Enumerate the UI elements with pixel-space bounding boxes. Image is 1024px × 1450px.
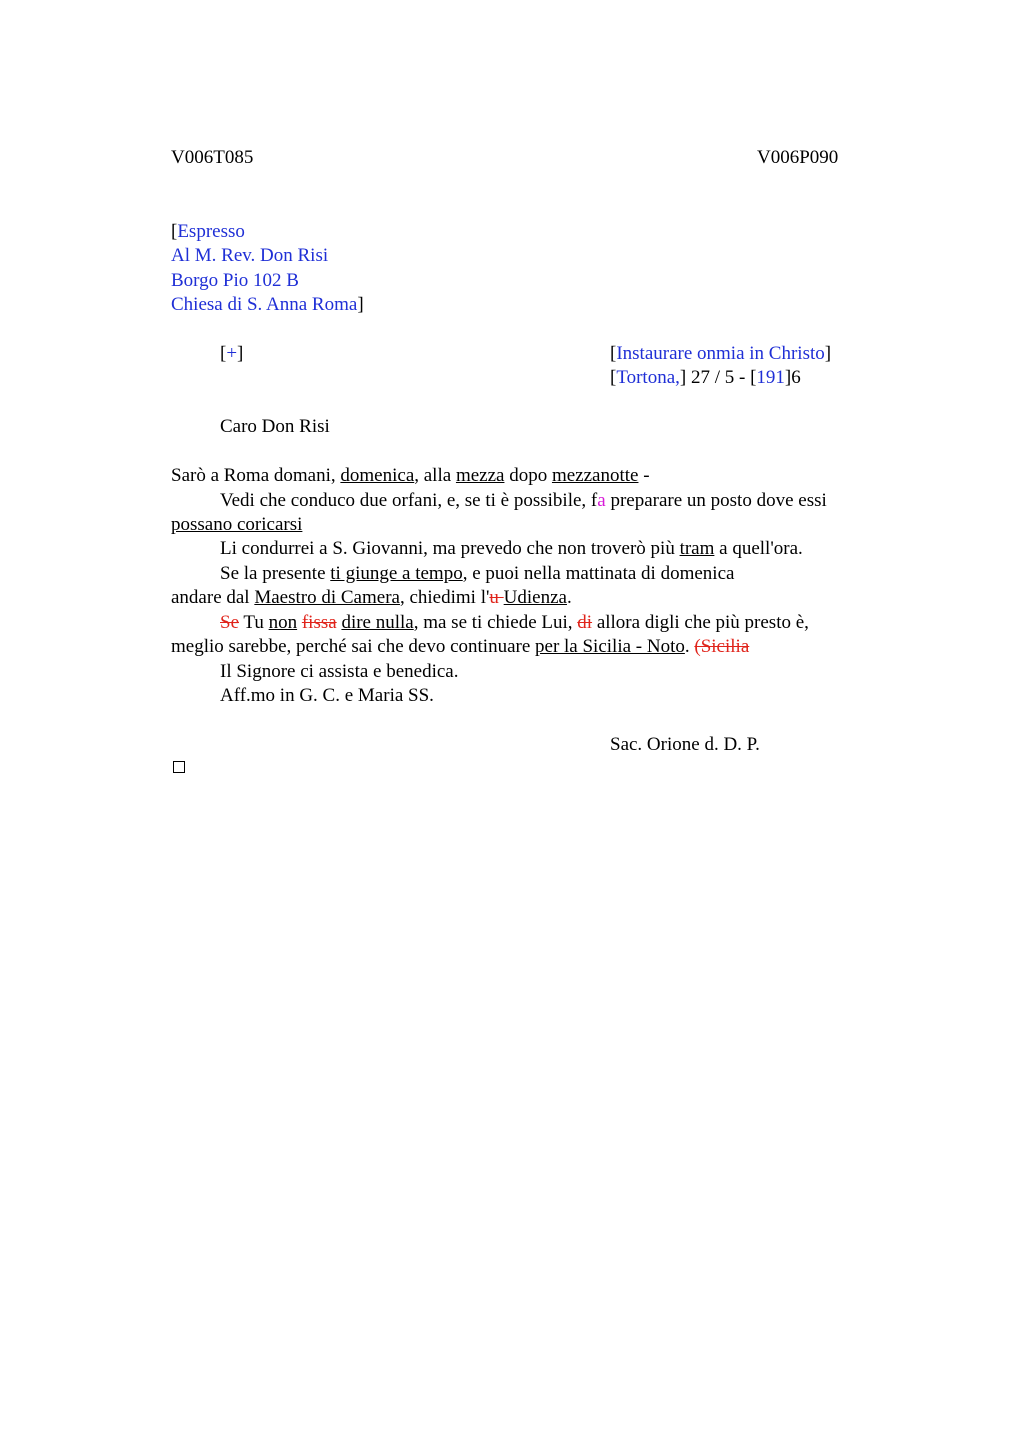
text-span: Sarò a Roma domani, — [171, 465, 341, 486]
address-line-4: Chiesa di S. Anna Roma] — [171, 294, 364, 315]
text-span: . — [684, 636, 695, 657]
body-line-1 — [171, 464, 650, 488]
text-span: . — [566, 587, 572, 608]
address-line-1: [Espresso — [171, 221, 245, 242]
text-span: a quell'ora. — [714, 538, 803, 559]
text-span: dopo — [504, 465, 552, 486]
cross-symbol: + — [226, 343, 238, 364]
closing: Aff.mo in G. C. e Maria SS. — [220, 685, 434, 706]
deleted-text: fissa — [301, 612, 337, 633]
date: 27 / 5 - — [686, 367, 751, 388]
salutation: Caro Don Risi — [220, 416, 330, 437]
body-line-6 — [171, 586, 572, 610]
deleted-text: di — [577, 612, 593, 633]
year-fill: 191 — [756, 367, 785, 388]
address-church: Chiesa di S. Anna Roma — [171, 294, 358, 315]
body-line-4 — [220, 537, 803, 561]
cross-mark: [+] — [220, 343, 244, 364]
place: Tortona, — [616, 367, 680, 388]
body-line-5 — [220, 562, 734, 586]
motto: [Instaurare onmia in Christo] — [610, 343, 832, 364]
inserted-letter: a — [597, 490, 606, 511]
body-line-3 — [171, 513, 302, 537]
text-span: allora digli che più presto è, — [592, 612, 809, 633]
body-line-8 — [171, 635, 749, 659]
text-span: Vedi che conduco due orfani, e, se ti è possibile, f — [220, 490, 598, 511]
motto-text: Instaurare onmia in Christo — [616, 343, 825, 364]
text-span: Tu — [239, 612, 269, 633]
address-espresso: Espresso — [177, 221, 245, 242]
underlined-text: possano coricarsi — [171, 514, 303, 535]
underlined-text: Maestro di Camera — [254, 587, 400, 608]
deleted-text: u — [489, 587, 504, 608]
underlined-text: mezza — [455, 465, 505, 486]
text-span: andare dal — [171, 587, 255, 608]
text-span: , e puoi nella mattinata di domenica — [462, 563, 735, 584]
text-span: Se la presente — [220, 563, 331, 584]
text-span: Li condurrei a S. Giovanni, ma prevedo che non troverò più — [220, 538, 680, 559]
text-span: , ma se ti chiede Lui, — [413, 612, 578, 633]
address-line-2: Al M. Rev. Don Risi — [171, 245, 329, 266]
body-line-9: Il Signore ci assista e benedica. — [220, 661, 459, 682]
text-span: , alla — [414, 465, 456, 486]
document-code-right: V006P090 — [757, 147, 839, 168]
underlined-text: per la Sicilia - Noto — [535, 636, 685, 657]
text-span: preparare un posto dove essi — [605, 490, 827, 511]
underlined-text: Udienza — [503, 587, 567, 608]
deleted-text: (Sicilia — [694, 636, 750, 657]
text-span: meglio sarebbe, perché sai che devo continuare — [171, 636, 536, 657]
text-span: - — [638, 465, 650, 486]
deleted-text: Se — [220, 612, 239, 633]
address-line-3: Borgo Pio 102 B — [171, 270, 299, 291]
underlined-text: mezzanotte — [551, 465, 639, 486]
underlined-text: domenica — [340, 465, 415, 486]
body-line-2 — [220, 489, 827, 513]
year-end: 6 — [791, 367, 801, 388]
place-date: [Tortona,] 27 / 5 - [191]6 — [610, 367, 801, 388]
signature: Sac. Orione d. D. P. — [610, 734, 760, 755]
body-line-7 — [220, 611, 809, 635]
underlined-text: ti giunge a tempo — [330, 563, 463, 584]
text-span: , chiedimi l' — [399, 587, 490, 608]
underlined-text: tram — [679, 538, 715, 559]
underlined-text: non — [268, 612, 298, 633]
underlined-text: dire nulla — [341, 612, 414, 633]
document-code-left: V006T085 — [171, 147, 254, 168]
checkbox-icon — [173, 761, 185, 773]
